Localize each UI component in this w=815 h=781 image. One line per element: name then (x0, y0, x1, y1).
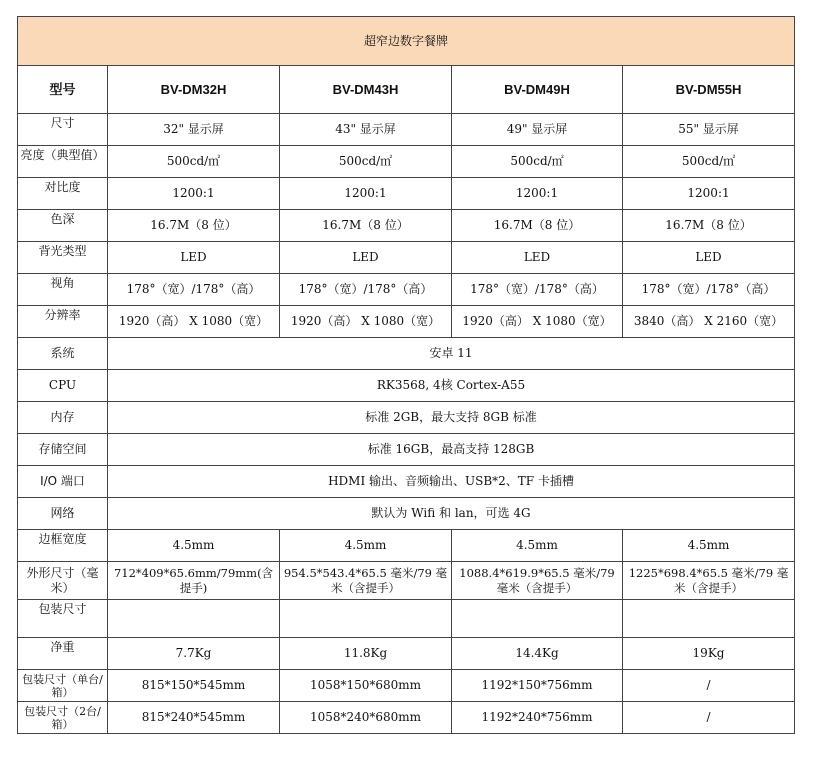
cell: 默认为 Wifi 和 lan，可选 4G (108, 498, 795, 530)
cell: 1058*150*680mm (280, 670, 452, 702)
header-label: 型号 (18, 66, 108, 114)
cell: / (623, 702, 795, 734)
cell: 43" 显示屏 (280, 114, 452, 146)
cell: 32" 显示屏 (108, 114, 280, 146)
cell: 500cd/㎡ (623, 146, 795, 178)
row-label: 边框宽度 (18, 530, 108, 562)
cell: LED (623, 242, 795, 274)
cell: 1192*240*756mm (452, 702, 623, 734)
row-label: 视角 (18, 274, 108, 306)
cell: LED (452, 242, 623, 274)
table-row (18, 178, 795, 210)
table-row (18, 370, 795, 402)
cell: 1058*240*680mm (280, 702, 452, 734)
cell (623, 600, 795, 638)
cell: 712*409*65.6mm/79mm(含提手) (108, 562, 280, 600)
cell: 4.5mm (623, 530, 795, 562)
cell: 500cd/㎡ (108, 146, 280, 178)
table-row (18, 146, 795, 178)
cell: 49" 显示屏 (452, 114, 623, 146)
cell: 1200:1 (452, 178, 623, 210)
table-row (18, 306, 795, 338)
cell: / (623, 670, 795, 702)
table-row (18, 702, 795, 734)
cell: HDMI 输出、音频输出、USB*2、TF 卡插槽 (108, 466, 795, 498)
cell: 1200:1 (108, 178, 280, 210)
cell: LED (280, 242, 452, 274)
table-row (18, 402, 795, 434)
cell: RK3568, 4核 Cortex-A55 (108, 370, 795, 402)
cell: 16.7M（8 位） (452, 210, 623, 242)
row-label: 净重 (18, 638, 108, 670)
row-label: 存储空间 (18, 434, 108, 466)
row-label: 网络 (18, 498, 108, 530)
cell: 178°（宽）/178°（高） (452, 274, 623, 306)
cell: 55" 显示屏 (623, 114, 795, 146)
model-header: BV-DM49H (452, 66, 623, 114)
table-row (18, 562, 795, 600)
cell: 安卓 11 (108, 338, 795, 370)
row-label: 内存 (18, 402, 108, 434)
cell: 1920（高） X 1080（宽） (280, 306, 452, 338)
cell: 标准 16GB，最高支持 128GB (108, 434, 795, 466)
table-row (18, 434, 795, 466)
table-row (18, 114, 795, 146)
table-row (18, 242, 795, 274)
table-row (18, 530, 795, 562)
row-label: 分辨率 (18, 306, 108, 338)
cell: 1192*150*756mm (452, 670, 623, 702)
cell: 4.5mm (108, 530, 280, 562)
cell: 1088.4*619.9*65.5 毫米/79 毫米（含提手） (452, 562, 623, 600)
table-row (18, 338, 795, 370)
cell: 178°（宽）/178°（高） (623, 274, 795, 306)
cell: 178°（宽）/178°（高） (280, 274, 452, 306)
table-row (18, 274, 795, 306)
row-label: 对比度 (18, 178, 108, 210)
cell: 1200:1 (623, 178, 795, 210)
cell: 954.5*543.4*65.5 毫米/79 毫米（含提手） (280, 562, 452, 600)
cell (108, 600, 280, 638)
row-label: 包装尺寸 (18, 600, 108, 638)
row-label: 背光类型 (18, 242, 108, 274)
row-label: 外形尺寸（毫米） (18, 562, 108, 600)
cell: 1225*698.4*65.5 毫米/79 毫米（含提手） (623, 562, 795, 600)
header-row (18, 66, 795, 114)
cell: 178°（宽）/178°（高） (108, 274, 280, 306)
cell: 1920（高） X 1080（宽） (108, 306, 280, 338)
spec-table (17, 16, 795, 734)
row-label: 尺寸 (18, 114, 108, 146)
cell: 19Kg (623, 638, 795, 670)
cell: LED (108, 242, 280, 274)
row-label: 色深 (18, 210, 108, 242)
cell: 14.4Kg (452, 638, 623, 670)
cell (280, 600, 452, 638)
table-row (18, 638, 795, 670)
row-label: 包装尺寸（单台/ 箱） (18, 670, 108, 702)
model-header: BV-DM43H (280, 66, 452, 114)
cell: 1200:1 (280, 178, 452, 210)
model-header: BV-DM55H (623, 66, 795, 114)
cell: 500cd/㎡ (280, 146, 452, 178)
row-label: I/O 端口 (18, 466, 108, 498)
row-label: CPU (18, 370, 108, 402)
row-label: 系统 (18, 338, 108, 370)
row-label: 包装尺寸（2台/ 箱） (18, 702, 108, 734)
cell: 7.7Kg (108, 638, 280, 670)
cell: 500cd/㎡ (452, 146, 623, 178)
cell: 4.5mm (452, 530, 623, 562)
table-row (18, 670, 795, 702)
table-row (18, 210, 795, 242)
cell: 4.5mm (280, 530, 452, 562)
table-row (18, 600, 795, 638)
model-header: BV-DM32H (108, 66, 280, 114)
cell: 1920（高） X 1080（宽） (452, 306, 623, 338)
cell: 815*240*545mm (108, 702, 280, 734)
cell: 16.7M（8 位） (623, 210, 795, 242)
row-label: 亮度（典型值） (18, 146, 108, 178)
cell: 16.7M（8 位） (280, 210, 452, 242)
table-title: 超窄边数字餐牌 (18, 17, 795, 66)
cell (452, 600, 623, 638)
cell: 16.7M（8 位） (108, 210, 280, 242)
table-row (18, 498, 795, 530)
cell: 标准 2GB，最大支持 8GB 标准 (108, 402, 795, 434)
cell: 11.8Kg (280, 638, 452, 670)
cell: 3840（高） X 2160（宽） (623, 306, 795, 338)
cell: 815*150*545mm (108, 670, 280, 702)
table-row (18, 466, 795, 498)
